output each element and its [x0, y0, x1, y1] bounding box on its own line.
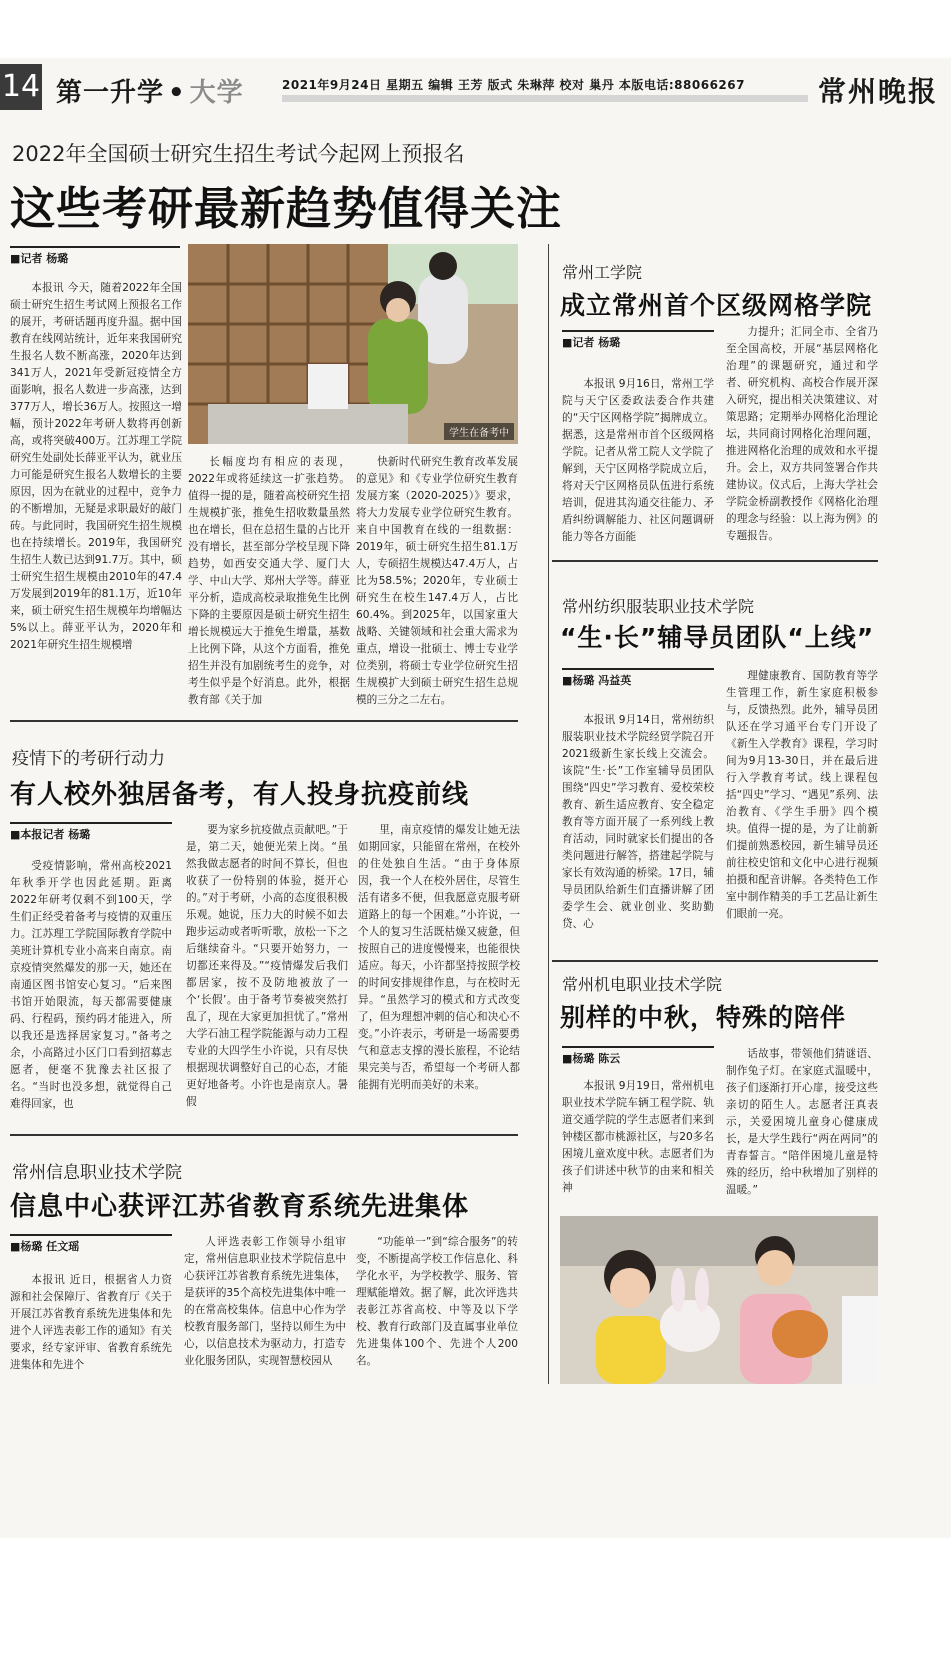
article5-byline: ■杨璐 陈云: [562, 1046, 714, 1066]
article4-col3-text: 里，南京疫情的爆发让她无法如期回家，只能留在常州，在校外的住处独自生活。“由于身体原因，我一个人在校外居住，尽管生活有诸多不便，但我愿意克服考研道路上的每一个困难。”小许说，一个人的复习生活既枯燥又疲惫，但按照自己的进度慢慢来，也能很快适应。每天，小许都坚持按照学校的时间安排规律作息，与在校时无异。“虽然学习的模式和方式改变了，但为理想冲刺的信心和决心不变。”小许表示，考研是一场需要勇气和意志支撑的漫长旅程，不论结果完美与否，希望每一个考研人都能拥有光明而美好的未来。: [358, 824, 520, 1091]
article4-column-2: [186, 822, 348, 1126]
article5-col2-text: 话故事，带领他们猜谜语、制作兔子灯。在家庭式温暖中，孩子们逐渐打开心扉，接受这些亲切的陌生人。志愿者汪真表示，关爱困境儿童身心健康成长，是大学生践行“两在两同”的青春誓言。“陪伴困境儿童是特殊的经历，给中秋增加了别样的温暖。”: [726, 1048, 878, 1196]
page-number: 14: [0, 64, 42, 110]
article1-headline: 这些考研最新趋势值得关注: [10, 182, 563, 235]
children-photo-illustration: [560, 1216, 878, 1384]
article2-column-2: [726, 324, 878, 546]
issue-info: 2021年9月24日 星期五 编辑 王芳 版式 朱琳萍 校对 巢丹 本版电话:88066267: [282, 78, 745, 92]
article5-column-2: [726, 1046, 878, 1206]
mid-autumn-children-photo: [560, 1216, 878, 1384]
article1-col2-text: 长幅度均有相应的表现，2022年或将延续这一扩张趋势。值得一提的是，随着高校研究生招生规模扩张，推免生招收数量虽然也在增长，但在总招生量的占比开没有增长，甚至部分学校呈现下降趋势，如西安交通大学、厦门大学、中山大学、郑州大学等。薛亚平分析，造成高校录取推免生比例下降的主要原因是硕士研究生招生增长规模远大于推免生增量，基数上比例下降，从这个方面看，推免招生并没有加剧统考生的竞争，对考生似乎是个好消息。此外，根据教育部《关于加: [188, 456, 350, 706]
article1-rule: [10, 720, 518, 722]
article2-rule: [552, 560, 878, 562]
article1-column-2: [188, 454, 350, 720]
section-dot: •: [168, 78, 186, 108]
article6-headline: 信息中心获评江苏省教育系统先进集体: [10, 1192, 470, 1222]
article1-byline: ■记者 杨璐: [10, 246, 180, 266]
article3-column-1: [562, 712, 714, 947]
article4-rule: [10, 1134, 518, 1136]
article3-col2-text: 理健康教育、国防教育等学生管理工作，新生家庭积极参与，反馈热烈。此外，辅导员团队还在学习通平台专门开设了《新生入学教育》课程，学习时间为9月13-30日，并在最后进行入学教育考试。线上课程包括“四史”学习、“遇见”系列、法治教育、《学生手册》四个模块。值得一提的是，为了让前新们提前熟悉校园，新生辅导员还前往校史馆和文化中心进行视频拍摄和配音讲解。各类特色工作室中制作精美的手工艺品让新生们眼前一亮。: [726, 670, 878, 920]
article3-byline: ■杨璐 冯益英: [562, 668, 714, 688]
article4-column-1: [10, 858, 172, 1126]
article6-column-3: [356, 1234, 518, 1392]
article6-kicker: 常州信息职业技术学院: [12, 1163, 182, 1183]
article2-column-1: [562, 376, 714, 546]
article1-col1-text: 本报讯 今天，随着2022年全国硕士研究生招生考试网上预报名工作的展开，考研话题再度升温。据中国教育在线网站统计，近年来我国研究生报名人数不断高涨，2020年达到341万人，2021年受新冠疫情全方面影响，报名人数进一步高涨，达到377万人，增长36万人。按照这一增幅，预计2022年考研人数将再创新高，或将突破400万。江苏理工学院研究生处副处长薛亚平认为，就业压力可能是研究生报名人数增长的主要原因，因为在就业的过程中，竞争力的不断增加，无疑是求职最好的敲门砖。与此同时，我国研究生招生规模也在持续增长。2019年，我国研究生招生人数已达到91.7万。其中，硕士研究生招生规模由2010年的47.4万发展到2019年的81.1万，近10年来，硕士研究生招生规模年均增幅达5%以上。薛亚平认为，2020年和2021年研究生招生规模增: [10, 282, 182, 651]
masthead-bar: [282, 95, 808, 102]
column-divider: [548, 244, 549, 1384]
article5-column-1: [562, 1078, 714, 1206]
article2-col2-text: 力提升；汇同全市、全省乃至全国高校，开展“基层网格化治理”的课题研究，通过和学者、研究机构、高校合作展开深入研究，提出相关决策建议、对策思路；定期举办网格化治理论坛，共同商讨网格化治理问题，推进网格化治理的成效和水平提升。会上，双方共同签署合作共建协议。仪式后，上海大学社会学院金桥副教授作《网格化治理的理念与经验：以上海为例》的专题报告。: [726, 326, 878, 542]
article1-column-1: [10, 280, 182, 720]
newspaper-logo: 常州晚报: [818, 75, 939, 108]
article2-headline: 成立常州首个区级网格学院: [560, 291, 873, 320]
article2-col1-text: 本报讯 9月16日，常州工学院与天宁区委政法委合作共建的“天宁区网格学院”揭牌成立。据悉，这是常州市首个区级网格学院。记者从常工院人文学院了解到，天宁区网格学院成立后，将对天宁区网格员队伍进行系统培训，促进其沟通交往能力、矛盾纠纷调解能力、社区问题调研能力等各方面能: [562, 378, 714, 543]
article3-kicker: 常州纺织服装职业技术学院: [562, 597, 755, 616]
article1-kicker: 2022年全国硕士研究生招生考试今起网上预报名: [12, 142, 465, 166]
article6-column-2: [184, 1234, 346, 1392]
article5-col1-text: 本报讯 9月19日，常州机电职业技术学院车辆工程学院、轨道交通学院的学生志愿者们来到钟楼区都市桃源社区，与20多名困境儿童欢度中秋。志愿者们为孩子们讲述中秋节的由来和相关神: [562, 1080, 714, 1194]
article3-column-2: [726, 668, 878, 948]
article3-headline: “生·长”辅导员团队“上线”: [560, 623, 875, 652]
newspaper-page: [0, 58, 951, 1538]
article1-column-3: [356, 454, 518, 720]
article1-col3-text: 快新时代研究生教育改革发展的意见》和《专业学位研究生教育发展方案（2020-2025）》要求，将大力发展专业学位研究生教育。来自中国教育在线的一组数据：2019年，硕士研究生招生81.1万人，专硕招生规模达47.4万人，占比为58.5%；2020年，专业硕士研究生在校生147.4万人，占比60.4%。到2025年，以国家重大战略、关键领域和社会重大需求为重点，增设一批硕士、博士专业学位类别，将硕士专业学位研究生招生规模扩大到硕士研究生招生总规模的三分之二左右。: [356, 456, 518, 706]
article2-byline: ■记者 杨璐: [562, 330, 714, 350]
students-studying-photo: [188, 244, 518, 444]
article3-rule: [552, 960, 878, 962]
article4-col2-text: 要为家乡抗疫做点贡献吧。”于是，第二天，她便光荣上岗。“虽然我做志愿者的时间不算长，但也收获了一份特别的体验，挺开心的。”对于考研，小高的态度很积极乐观。她说，压力大的时候不如去跑步运动或者听听歌，放松一下之后继续奋斗。“只要开始努力，一切都还来得及。”“疫情爆发后我们都居家，按不及防地被放了一个‘长假’。由于备考节奏被突然打乱了，现在大家更加担忧了。”常州大学石油工程学院能源与动力工程专业的大四学生小许说，只有尽快根据现状调整好自己的心态，才能更好地备考。小许也是南京人。暑假: [186, 824, 348, 1108]
article6-col2-text: 人评选表彰工作领导小组审定，常州信息职业技术学院信息中心获评江苏省教育系统先进集体，是获评的35个高校先进集体中唯一的在常高校集体。信息中心作为学校教育服务部门，坚持以师生为中心，以信息技术为驱动力，打造专业化服务团队，实现智慧校园从: [184, 1236, 346, 1367]
article6-column-1: [10, 1272, 172, 1392]
section-title: [56, 72, 244, 109]
article3-col1-text: 本报讯 9月14日，常州纺织服装职业技术学院经贸学院召开2021级新生家长线上交流会。该院“生·长”工作室辅导员团队围绕“四史”学习教育、爱校荣校教育、新生适应教育、安全稳定教育等方面开展了一系列线上教育活动，同时就家长们提出的各类问题进行解答，搭建起学院与家长有效沟通的桥梁。17日，辅导员团队给新生们直播讲解了团委学生会、就业创业、奖助勤贷、心: [562, 714, 714, 930]
article5-headline: 别样的中秋，特殊的陪伴: [560, 1003, 847, 1032]
photo-illustration: [188, 244, 518, 444]
article6-byline: ■杨璐 任文瑶: [10, 1234, 172, 1254]
article4-kicker: 疫情下的考研行动力: [12, 749, 165, 769]
article4-column-3: [358, 822, 520, 1126]
article4-byline: ■本报记者 杨璐: [10, 822, 172, 842]
article6-col3-text: “功能单一”到“综合服务”的转变，不断提高学校工作信息化、科学化水平，为学校教学、服务、管理赋能增效。据了解，此次评选共表彰江苏省高校、中等及以下学校、教育行政部门及直属事业单位先进集体100个、先进个人200名。: [356, 1236, 518, 1367]
article6-col1-text: 本报讯 近日，根据省人力资源和社会保障厅、省教育厅《关于开展江苏省教育系统先进集体和先进个人评选表彰工作的通知》有关要求，经专家评审、省教育系统先进集体和先进个: [10, 1274, 172, 1371]
article4-headline: 有人校外独居备考，有人投身抗疫前线: [10, 780, 470, 810]
article4-col1-text: 受疫情影响，常州高校2021年秋季开学也因此延期。距离2022年研考仅剩不到100天，学生们正经受着备考与疫情的双重压力。江苏理工学院国际教育学院中美班计算机专业小高来自南京。南京疫情突然爆发的那一天，她还在南通区图书馆安心复习。“后来图书馆开始限流，每天都需要健康码、行程码，预约码才能进入，所以我还是选择居家复习。”备考之余，小高路过小区门口看到招募志愿者，便毫不犹豫去社区报了名。“当时也没多想，就觉得自己难得回家，也: [10, 860, 172, 1110]
article5-kicker: 常州机电职业技术学院: [562, 975, 723, 994]
article2-kicker: 常州工学院: [562, 263, 643, 282]
section-title-a: 第一升学: [56, 78, 165, 108]
section-title-b: 大学: [189, 78, 244, 108]
photo-caption: 学生在备考中: [444, 423, 514, 440]
